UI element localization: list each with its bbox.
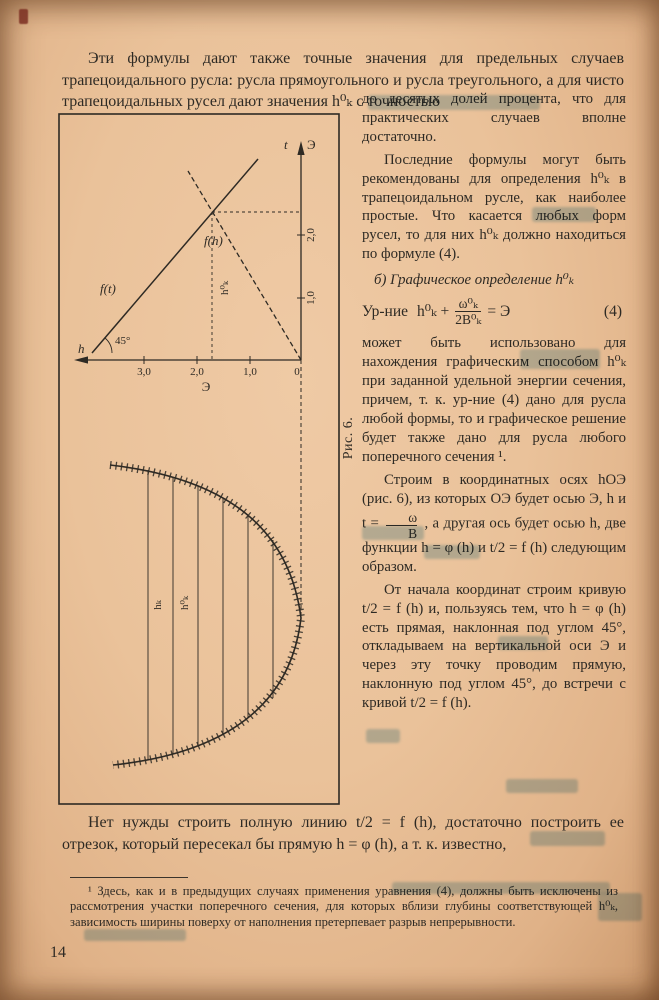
paragraph-3	[362, 471, 626, 577]
hk0-upper-label: h⁰ₖ	[219, 281, 231, 295]
x-tick-label: 0	[294, 366, 300, 378]
scan-highlight	[366, 729, 400, 743]
y-tick-label: 2,0	[305, 228, 317, 242]
x-tick-label: 3,0	[137, 366, 151, 378]
page-number: 14	[50, 944, 66, 961]
paragraph-3-seg1: Строим в координатных осях hОЭ (рис. 6), из которых ОЭ будет осью Э, h и t =	[362, 471, 626, 532]
x-tick-label: 2,0	[190, 366, 204, 378]
figure-6	[58, 113, 340, 805]
paragraph-2: может быть использовано для нахождения графическим способом h⁰ₖ при заданной удельной энергии сечения, причем, т. к. ур-ние (4) дано для русла любой формы, то и графическое решение будет также дано для русла любого поперечного сечения ¹.	[362, 335, 626, 465]
fraction-numerator: ω	[408, 509, 418, 525]
intro-continuation: до десятых долей процента, что для практических случаев вполне достаточно.	[362, 91, 626, 145]
equation-rhs: = Э	[487, 302, 511, 320]
paragraph-4: От начала координат строим кривую t/2 = f (h) и, пользуясь тем, что h = φ (h) есть прямая, наклонная под углом 45°, откладываем на вертикальной оси Э и через эту точку проводим прямую, наклонную под углом 45°, до встречи с кривой t/2 = f (h).	[362, 581, 626, 712]
h-axis-arrow-icon	[74, 356, 88, 363]
channel-bed-curve	[110, 465, 301, 765]
equation-fraction	[455, 297, 481, 327]
channel-hatching	[110, 465, 301, 765]
e-axis-arrow-icon	[297, 141, 304, 155]
equation-term: h⁰ₖ +	[417, 302, 450, 320]
equation-4	[362, 297, 626, 327]
curve-f-t	[92, 159, 258, 353]
curve-f-h	[188, 171, 301, 360]
y-tick-label: 1,0	[305, 291, 317, 305]
paragraph-3-seg2: , а другая ось будет осью h, две функции h = φ (h) и t/2 = f (h) следующим образом.	[362, 515, 627, 575]
angle-label: 45°	[115, 335, 131, 347]
figure-caption: Рис. 6.	[341, 416, 356, 460]
curve-f-h-label: f(h)	[204, 233, 223, 248]
hk0-lower-label: h⁰ₖ	[179, 596, 191, 610]
fraction-denominator: 2В⁰ₖ	[455, 312, 482, 328]
fraction-denominator: В	[386, 525, 417, 541]
axis-label-t: t	[284, 137, 288, 152]
figure-6-drawing	[58, 113, 340, 805]
section-heading: б) Графическое определение h⁰ₖ	[374, 272, 575, 289]
right-column	[362, 90, 626, 717]
footnote: ¹ Здесь, как и в предыдущих случаях применения уравнения (4), должны быть исключены из рассмотрения участки поперечного сечения, для которых вблизи глубины соответствующей h⁰ₖ, зависимость ширины поверху от наполнения претерпевает разрыв непрерывности.	[70, 884, 618, 929]
footnote-rule	[70, 877, 188, 878]
equation-label: Ур-ние	[362, 302, 408, 320]
hk-lower-label: hₖ	[152, 600, 164, 610]
x-tick-label: 1,0	[243, 366, 257, 378]
scan-highlight	[84, 929, 186, 941]
axis-label-h: h	[78, 341, 85, 356]
angle-arc	[105, 338, 112, 353]
equation-body	[417, 297, 510, 327]
figure-frame	[59, 114, 339, 804]
scan-highlight	[506, 779, 578, 793]
paragraph-1: Последние формулы могут быть рекомендованы для определения h⁰ₖ в трапецоидальном русле, как наиболее простые. Что касается любых форм русел, то для них h⁰ₖ должно находиться по формуле (4).	[362, 151, 626, 263]
intro-paragraph: Эти формулы дают также точные значения для предельных случаев трапецоидального русла: русла прямоугольного и русла треугольного, а для чисто трапецоидальных русел дают значения h⁰ₖ с точностью	[62, 50, 624, 110]
bottom-paragraph: Нет нужды строить полную линию t/2 = f (h), достаточно построить ее отрезок, который пересекал бы прямую h = φ (h), а т. к. известно,	[62, 814, 624, 853]
axis-label-e-bottom: Э	[201, 379, 211, 394]
axis-label-e-top: Э	[307, 137, 316, 152]
equation-number: (4)	[603, 302, 622, 320]
page-stain	[19, 9, 28, 24]
paragraph-3-fraction	[386, 511, 417, 541]
fraction-numerator: ω⁰ₖ	[458, 296, 478, 312]
curve-f-t-label: f(t)	[100, 281, 116, 296]
